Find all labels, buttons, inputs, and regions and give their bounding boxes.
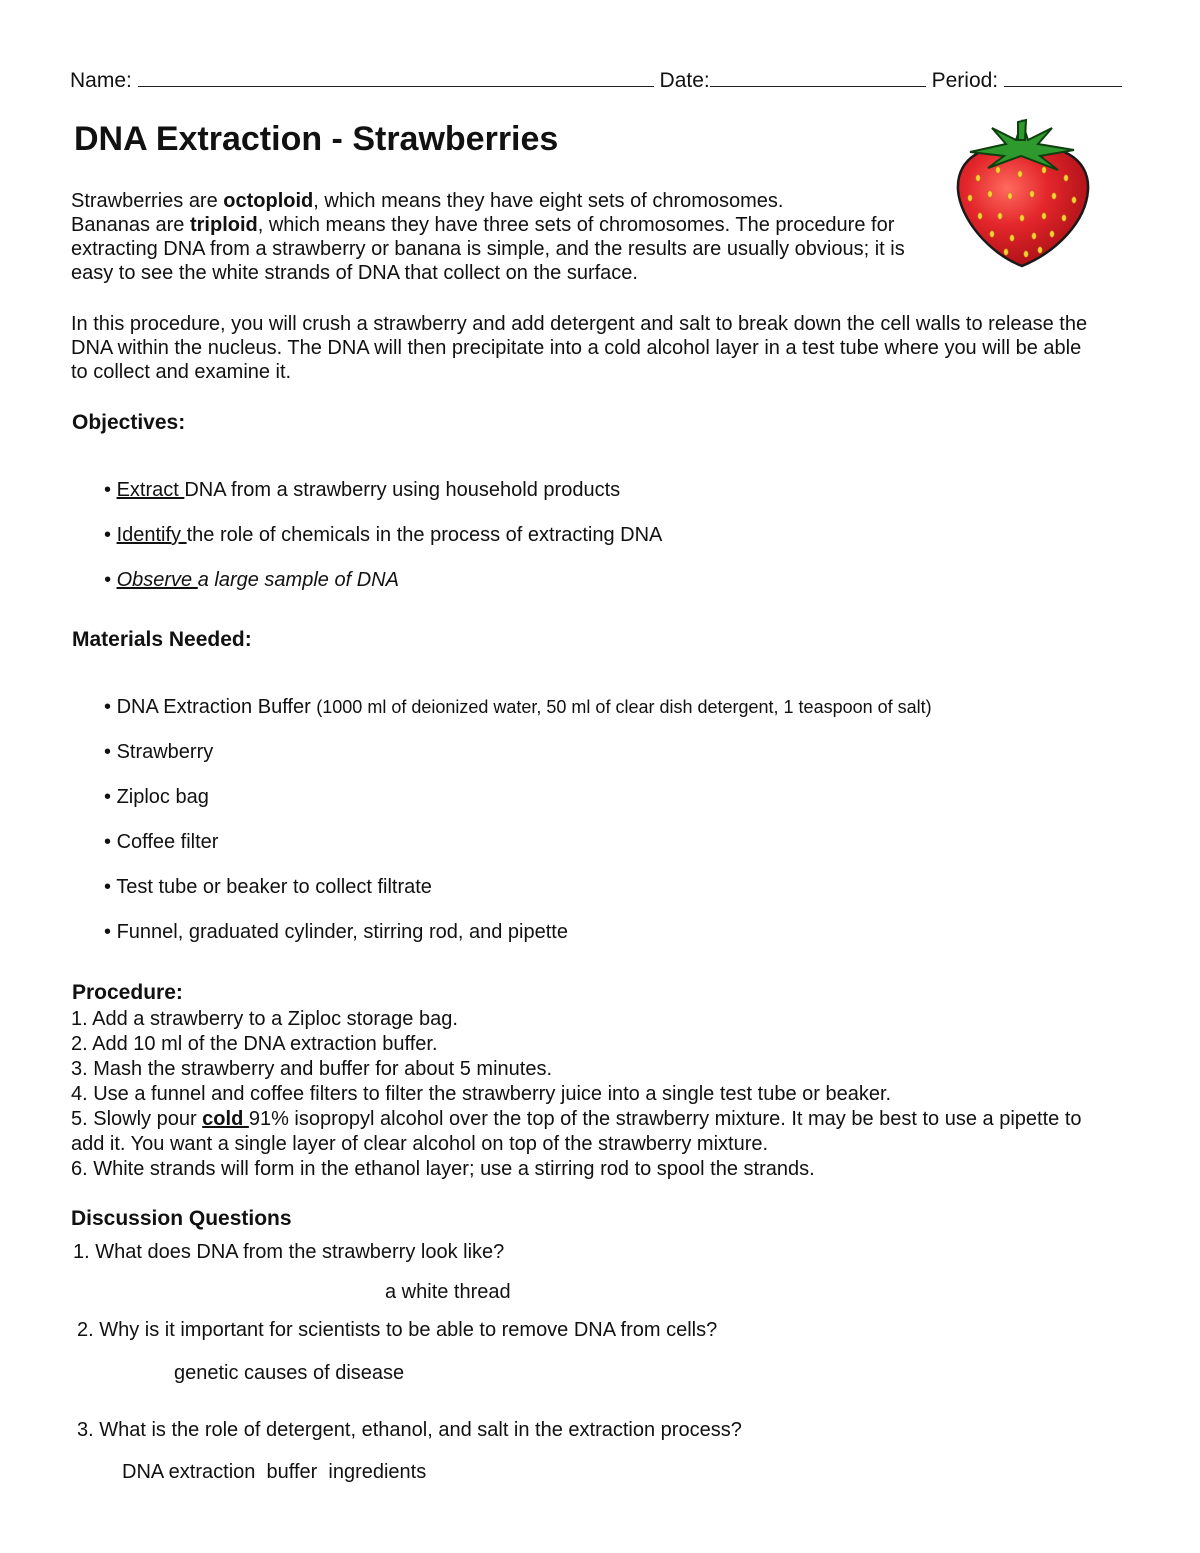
step-text: 5. Slowly pour	[71, 1108, 203, 1130]
strawberry-seed	[998, 213, 1002, 219]
procedure-step: 2. Add 10 ml of the DNA extraction buffer.	[71, 1033, 438, 1055]
intro-text: Bananas are	[71, 214, 190, 236]
material-text: Test tube or beaker to collect filtrate	[116, 876, 432, 898]
strawberry-seed	[976, 175, 980, 181]
procedure-heading: Procedure:	[72, 981, 183, 1004]
procedure-step: 3. Mash the strawberry and buffer for about 5 minutes.	[71, 1058, 552, 1080]
material-text: Strawberry	[116, 741, 214, 763]
objective-verb: Observe	[116, 569, 198, 591]
strawberry-seed	[1072, 197, 1076, 203]
strawberry-seed	[1052, 193, 1056, 199]
procedure-step: 4. Use a funnel and coffee filters to filter the strawberry juice into a single test tube or beaker.	[71, 1083, 892, 1105]
strawberry-seed	[1030, 191, 1034, 197]
material-item: • DNA Extraction Buffer (1000 ml of deionized water, 50 ml of clear dish detergent, 1 teaspoon of salt)	[104, 696, 932, 718]
emphasis-cold: cold	[202, 1108, 249, 1130]
intro-text: , which means they have three sets of chromosomes. The procedure for extracting DNA from a strawberry or banana is simple, and the results are usually obvious; it is easy to see the white strands of DNA that collect on the surface.	[71, 214, 905, 284]
material-item: • Funnel, graduated cylinder, stirring rod, and pipette	[104, 921, 568, 943]
strawberry-seed	[1024, 251, 1028, 257]
step-text: 91% isopropyl alcohol over the top of the strawberry mixture. It may be best to use a pipette to add it. You want a single layer of clear alcohol on top of the strawberry mixture.	[71, 1108, 1082, 1155]
procedure-step: 6. White strands will form in the ethanol layer; use a stirring rod to spool the strands.	[71, 1158, 815, 1180]
objective-text: a large sample of DNA	[197, 569, 399, 591]
strawberry-seed	[990, 231, 994, 237]
strawberry-seed	[968, 195, 972, 201]
answer-3[interactable]: DNA extraction buffer ingredients	[122, 1461, 427, 1483]
material-text: Ziploc bag	[116, 786, 209, 808]
material-item: • Ziploc bag	[104, 786, 209, 808]
strawberry-seed	[1042, 213, 1046, 219]
strawberry-illustration	[948, 118, 1094, 270]
buffer-detail: (1000 ml of deionized water, 50 ml of clear dish detergent, 1 teaspoon of salt)	[316, 697, 932, 717]
objective-item: • Identify the role of chemicals in the process of extracting DNA	[104, 524, 663, 546]
period-blank[interactable]	[1004, 68, 1122, 87]
objective-verb: Identify	[116, 524, 187, 546]
strawberry-seed	[1004, 249, 1008, 255]
term-octoploid: octoploid	[223, 190, 314, 212]
student-info-line	[70, 68, 1122, 93]
material-text: Funnel, graduated cylinder, stirring rod, and pipette	[116, 921, 568, 943]
strawberry-seed	[1032, 233, 1036, 239]
date-blank[interactable]	[710, 68, 926, 87]
buffer-label: DNA Extraction Buffer	[116, 696, 317, 718]
strawberry-seed	[1008, 193, 1012, 199]
strawberry-seed	[978, 213, 982, 219]
objectives-heading: Objectives:	[72, 411, 186, 434]
material-item: • Strawberry	[104, 741, 214, 763]
objective-item: • Extract DNA from a strawberry using household products	[104, 479, 621, 501]
question-2: 2. Why is it important for scientists to be able to remove DNA from cells?	[77, 1319, 718, 1341]
strawberry-seed	[1062, 215, 1066, 221]
materials-heading: Materials Needed:	[72, 628, 252, 651]
intro-text: Strawberries are	[71, 190, 224, 212]
material-item: • Test tube or beaker to collect filtrate	[104, 876, 432, 898]
discussion-heading: Discussion Questions	[71, 1207, 292, 1230]
material-item: • Coffee filter	[104, 831, 219, 853]
term-triploid: triploid	[189, 214, 258, 236]
strawberry-seed	[1020, 215, 1024, 221]
strawberry-seed	[1018, 171, 1022, 177]
strawberry-seed	[1042, 167, 1046, 173]
intro-paragraph-2: In this procedure, you will crush a strawberry and add detergent and salt to break down the cell walls to release the DNA within the nucleus. The DNA will then precipitate into a cold alcohol layer in a test tube where you will be able to collect and examine it.	[71, 313, 1088, 383]
answer-2[interactable]: genetic causes of disease	[174, 1362, 405, 1384]
name-blank[interactable]	[138, 68, 654, 87]
strawberry-seed	[1038, 247, 1042, 253]
strawberry-seed	[988, 191, 992, 197]
period-label: Period:	[931, 69, 999, 92]
answer-1[interactable]: a white thread	[385, 1281, 511, 1303]
objective-text: the role of chemicals in the process of extracting DNA	[186, 524, 663, 546]
strawberry-seed	[996, 167, 1000, 173]
material-text: Coffee filter	[116, 831, 219, 853]
intro-paragraph-1	[71, 189, 921, 285]
objective-verb: Extract	[116, 479, 185, 501]
procedure-step: 1. Add a strawberry to a Ziploc storage bag.	[71, 1008, 458, 1030]
objective-item: • Observe a large sample of DNA	[104, 569, 399, 591]
date-label: Date:	[659, 69, 710, 92]
objective-text: DNA from a strawberry using household products	[184, 479, 621, 501]
page-title: DNA Extraction - Strawberries	[74, 120, 559, 158]
question-3: 3. What is the role of detergent, ethanol, and salt in the extraction process?	[77, 1419, 742, 1441]
strawberry-seed	[1010, 235, 1014, 241]
intro-text: , which means they have eight sets of chromosomes.	[313, 190, 784, 212]
strawberry-seed	[1064, 175, 1068, 181]
strawberry-seed	[1050, 231, 1054, 237]
name-label: Name:	[70, 69, 132, 92]
question-1: 1. What does DNA from the strawberry look like?	[73, 1241, 505, 1263]
procedure-step-5	[71, 1107, 1101, 1157]
